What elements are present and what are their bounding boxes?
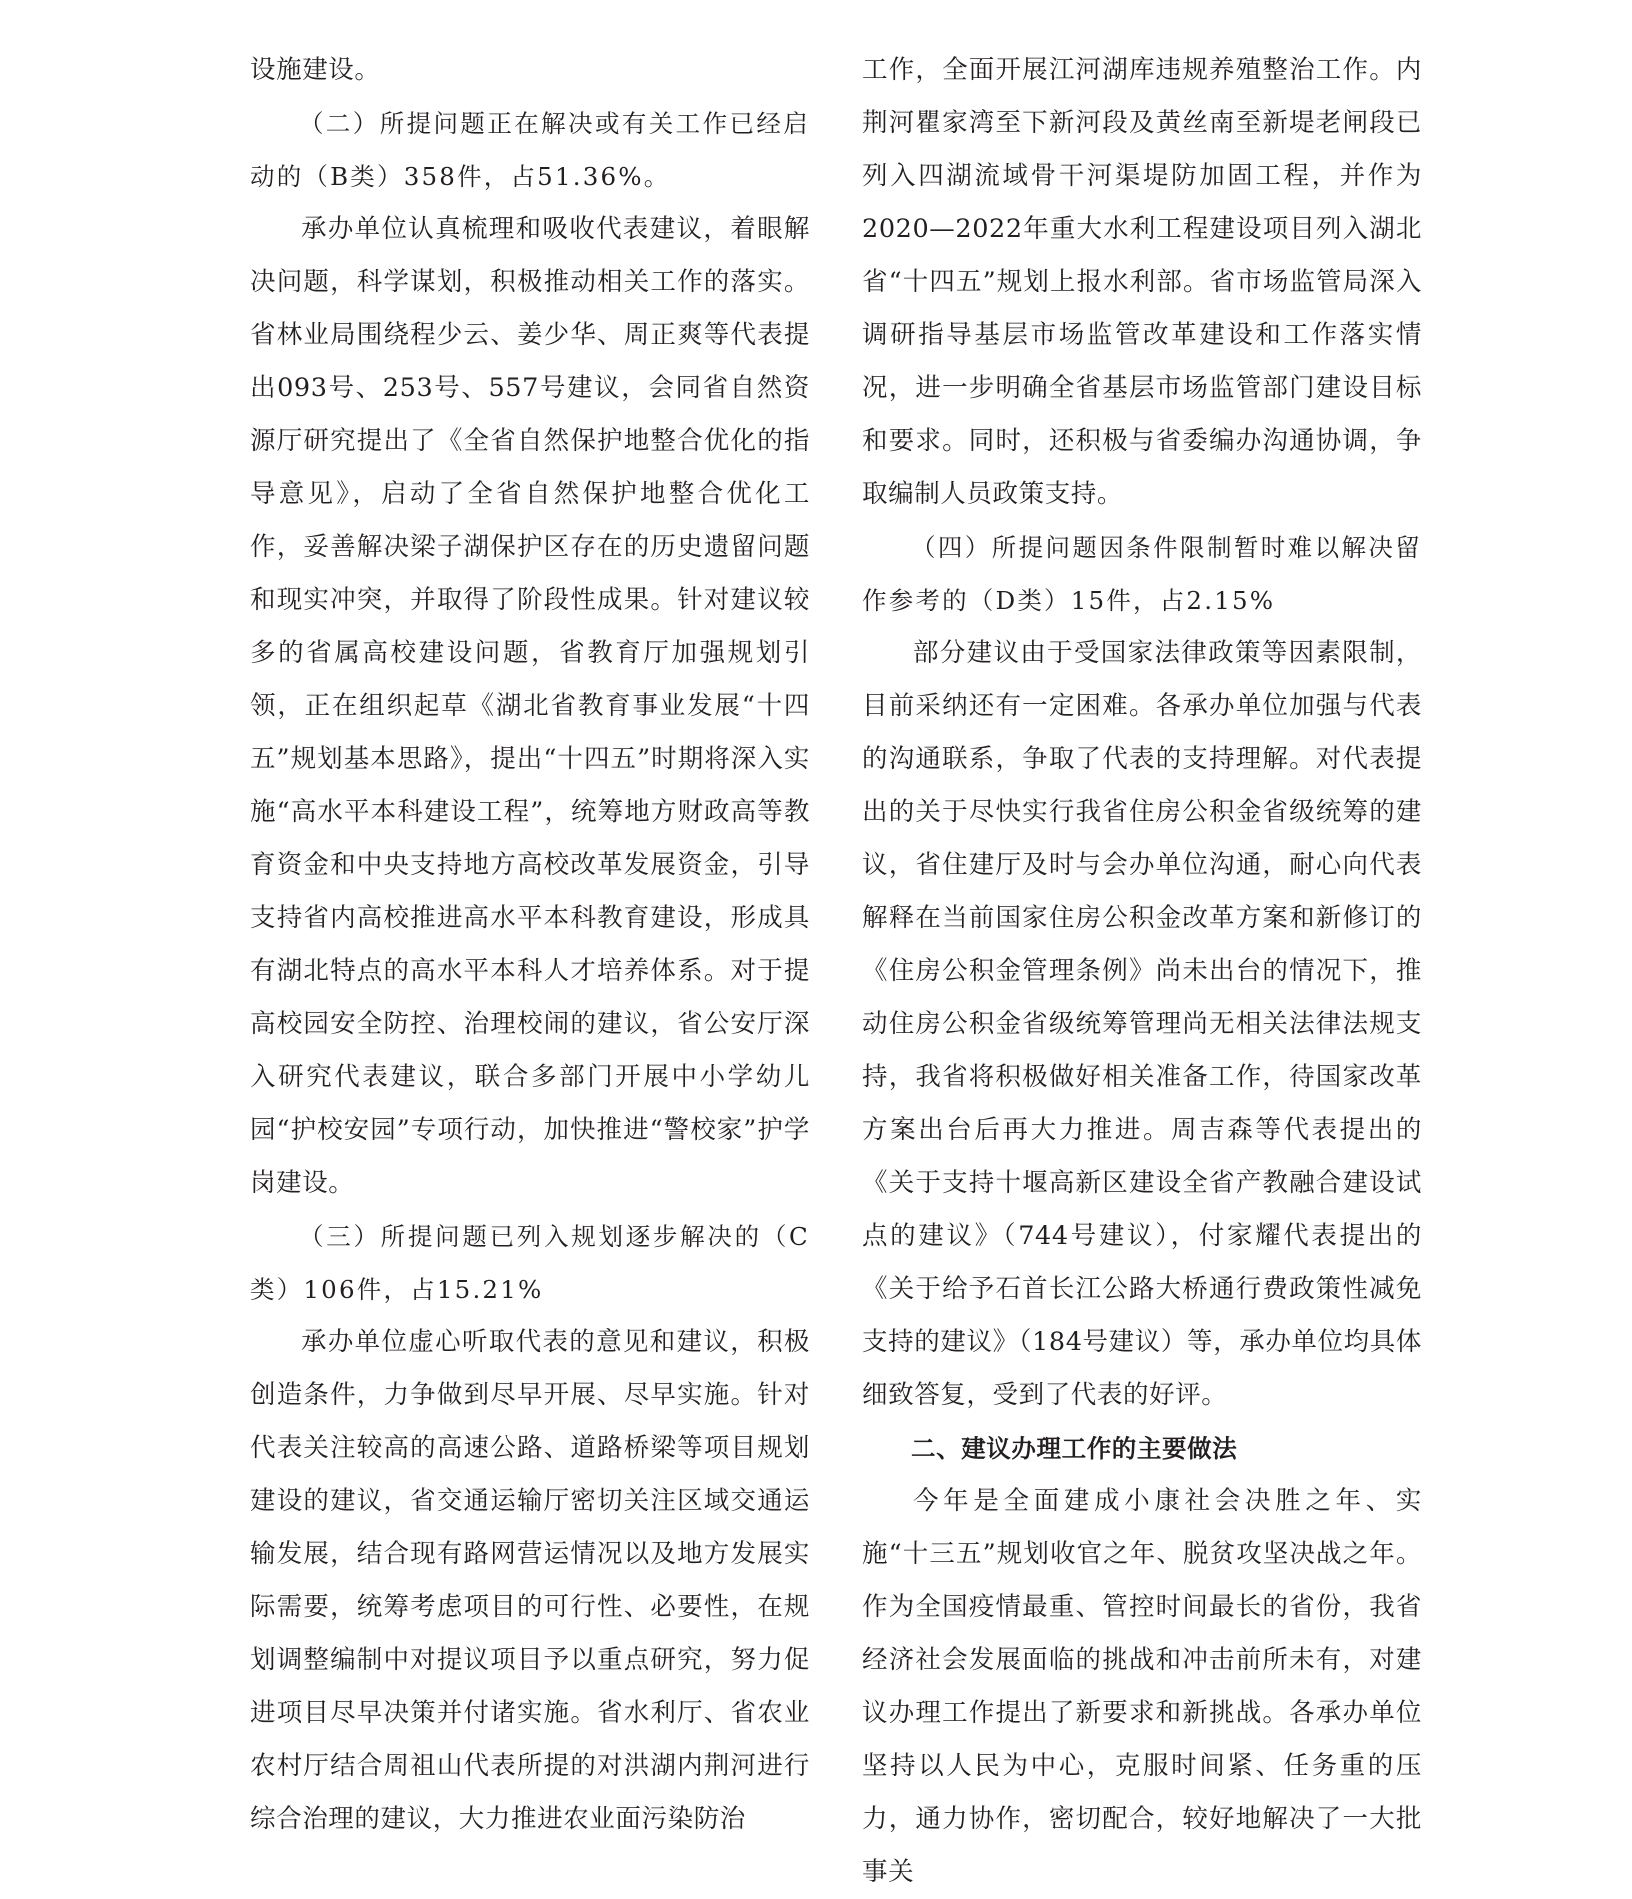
section-heading-2: 二、建议办理工作的主要做法 bbox=[911, 1434, 1238, 1463]
left-paragraph-1: 设施建设。 bbox=[250, 55, 381, 85]
right-paragraph-2-body: 今年是全面建成小康社会决胜之年、实施“十三五”规划收官之年、脱贫攻坚决战之年。作为全国疫情最重、管控时间最长的省份，我省经济社会发展面临的挑战和冲击前所未有，对建议办理工作提出了新要求和新挑战。各承办单位坚持以人民为中心，克服时间紧、任务重的压力，通力协作，密切配合，较好地解决了一大批事关 bbox=[862, 1486, 1422, 1887]
left-column bbox=[250, 44, 810, 1846]
section-heading-d: （四）所提问题因条件限制暂时难以解决留作参考的（D类）15件，占2.15% bbox=[862, 533, 1422, 615]
section-heading-b: （二）所提问题正在解决或有关工作已经启动的（B类）358件，占51.36%。 bbox=[250, 109, 810, 191]
right-column bbox=[862, 44, 1422, 1899]
left-paragraph-b-body: 承办单位认真梳理和吸收代表建议，着眼解决问题，科学谋划，积极推动相关工作的落实。省林业局围绕程少云、姜少华、周正爽等代表提出093号、253号、557号建议，会同省自然资源厅研究提出了《全省自然保护地整合优化的指导意见》，启动了全省自然保护地整合优化工作，妥善解决梁子湖保护区存在的历史遗留问题和现实冲突，并取得了阶段性成果。针对建议较多的省属高校建设问题，省教育厅加强规划引领，正在组织起草《湖北省教育事业发展“十四五”规划基本思路》，提出“十四五”时期将深入实施“高水平本科建设工程”，统筹地方财政高等教育资金和中央支持地方高校改革发展资金，引导支持省内高校推进高水平本科教育建设，形成具有湖北特点的高水平本科人才培养体系。对于提高校园安全防控、治理校闹的建议，省公安厅深入研究代表建议，联合多部门开展中小学幼儿园“护校安园”专项行动，加快推进“警校家”护学岗建设。 bbox=[250, 214, 810, 1198]
document-page bbox=[250, 44, 1422, 1887]
right-paragraph-d-body: 部分建议由于受国家法律政策等因素限制，目前采纳还有一定困难。各承办单位加强与代表的沟通联系，争取了代表的支持理解。对代表提出的关于尽快实行我省住房公积金省级统筹的建议，省住建厅及时与会办单位沟通，耐心向代表解释在当前国家住房公积金改革方案和新修订的《住房公积金管理条例》尚未出台的情况下，推动住房公积金省级统筹管理尚无相关法律法规支持，我省将积极做好相关准备工作，待国家改革方案出台后再大力推进。周吉森等代表提出的《关于支持十堰高新区建设全省产教融合建设试点的建议》（744号建议），付家耀代表提出的《关于给予石首长江公路大桥通行费政策性减免支持的建议》（184号建议）等，承办单位均具体细致答复，受到了代表的好评。 bbox=[862, 638, 1422, 1410]
section-heading-c: （三）所提问题已列入规划逐步解决的（C类）106件，占15.21% bbox=[250, 1222, 810, 1304]
right-paragraph-1: 工作，全面开展江河湖库违规养殖整治工作。内荆河瞿家湾至下新河段及黄丝南至新堤老闸段已列入四湖流域骨干河渠堤防加固工程，并作为2020—2022年重大水利工程建设项目列入湖北省“十四五”规划上报水利部。省市场监管局深入调研指导基层市场监管改革建设和工作落实情况，进一步明确全省基层市场监管部门建设目标和要求。同时，还积极与省委编办沟通协调，争取编制人员政策支持。 bbox=[862, 55, 1422, 509]
left-paragraph-c-body: 承办单位虚心听取代表的意见和建议，积极创造条件，力争做到尽早开展、尽早实施。针对代表关注较高的高速公路、道路桥梁等项目规划建设的建议，省交通运输厅密切关注区域交通运输发展，结合现有路网营运情况以及地方发展实际需要，统筹考虑项目的可行性、必要性，在规划调整编制中对提议项目予以重点研究，努力促进项目尽早决策并付诸实施。省水利厅、省农业农村厅结合周祖山代表所提的对洪湖内荆河进行综合治理的建议，大力推进农业面污染防治 bbox=[250, 1327, 810, 1834]
